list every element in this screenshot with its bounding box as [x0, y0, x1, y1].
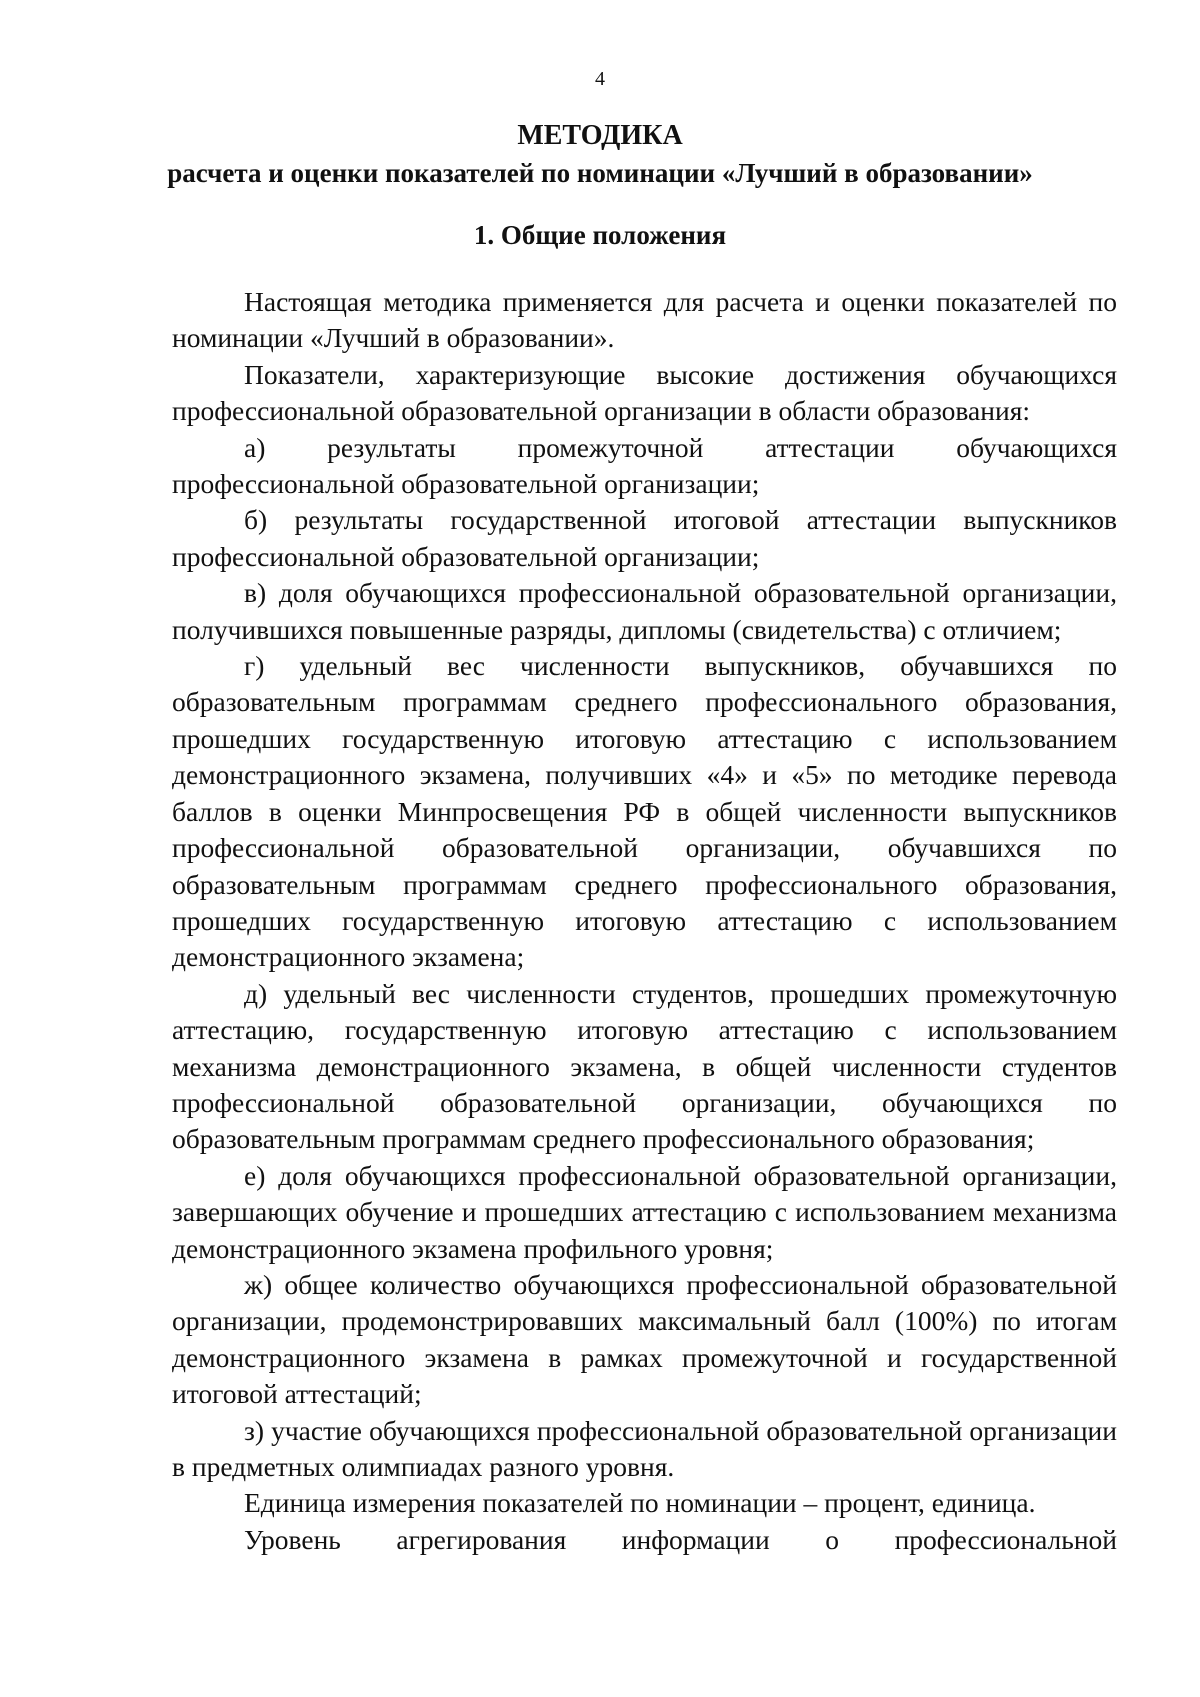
document-title: МЕТОДИКА	[517, 120, 683, 151]
list-item-d: д) удельный вес численности студентов, прошедших промежуточную аттестацию, государственную итоговую аттестацию с использованием механизма демонстрационного экзамена, в общей численности студентов профессиональной образовательной организации, обучающихся по образовательным программам среднего профессионального образования;	[172, 977, 1117, 1155]
paragraph-indicators: Показатели, характеризующие высокие достижения обучающихся профессиональной образовательной организации в области образования:	[172, 358, 1117, 427]
paragraph-intro: Настоящая методика применяется для расчета и оценки показателей по номинации «Лучший в образовании».	[172, 286, 1117, 354]
paragraph-units: Единица измерения показателей по номинации – процент, единица.	[244, 1487, 1036, 1519]
list-item-z: з) участие обучающихся профессиональной образовательной организации в предметных олимпиадах разного уровня.	[172, 1414, 1117, 1482]
list-item-e: е) доля обучающихся профессиональной образовательной организации, завершающих обучение и прошедших аттестацию с использованием механизма демонстрационного экзамена профильного уровня;	[172, 1159, 1117, 1264]
paragraph-aggregation: Уровень агрегирования информации о профессиональной	[244, 1523, 1117, 1555]
list-item-zh: ж) общее количество обучающихся профессиональной образовательной организации, продемонстрировавших максимальный балл (100%) по итогам демонстрационного экзамена в рамках промежуточной и государственной итоговой аттестаций;	[172, 1268, 1117, 1410]
page-number: 4	[595, 68, 605, 90]
list-item-g: г) удельный вес численности выпускников, обучавшихся по образовательным программам среднего профессионального образования, прошедших государственную итоговую аттестацию с использованием демонстрационного экзамена, получивших «4» и «5» по методике перевода баллов в оценки Минпросвещения РФ в общей численности выпускников профессиональной образовательной организации, обучавшихся по образовательным программам среднего профессионального образования, прошедших государственную итоговую аттестацию с использованием демонстрационного экзамена;	[172, 650, 1117, 973]
section-heading: 1. Общие положения	[473, 220, 727, 250]
document-body	[172, 284, 1117, 1558]
list-item-a: а) результаты промежуточной аттестации обучающихся профессиональной образовательной организации;	[172, 431, 1117, 500]
document-subtitle: расчета и оценки показателей по номинации «Лучший в образовании»	[167, 158, 1033, 188]
list-item-v: в) доля обучающихся профессиональной образовательной организации, получившихся повышенные разряды, дипломы (свидетельства) с отличием;	[172, 577, 1117, 645]
list-item-b: б) результаты государственной итоговой аттестации выпускников профессиональной образовательной организации;	[172, 504, 1117, 572]
